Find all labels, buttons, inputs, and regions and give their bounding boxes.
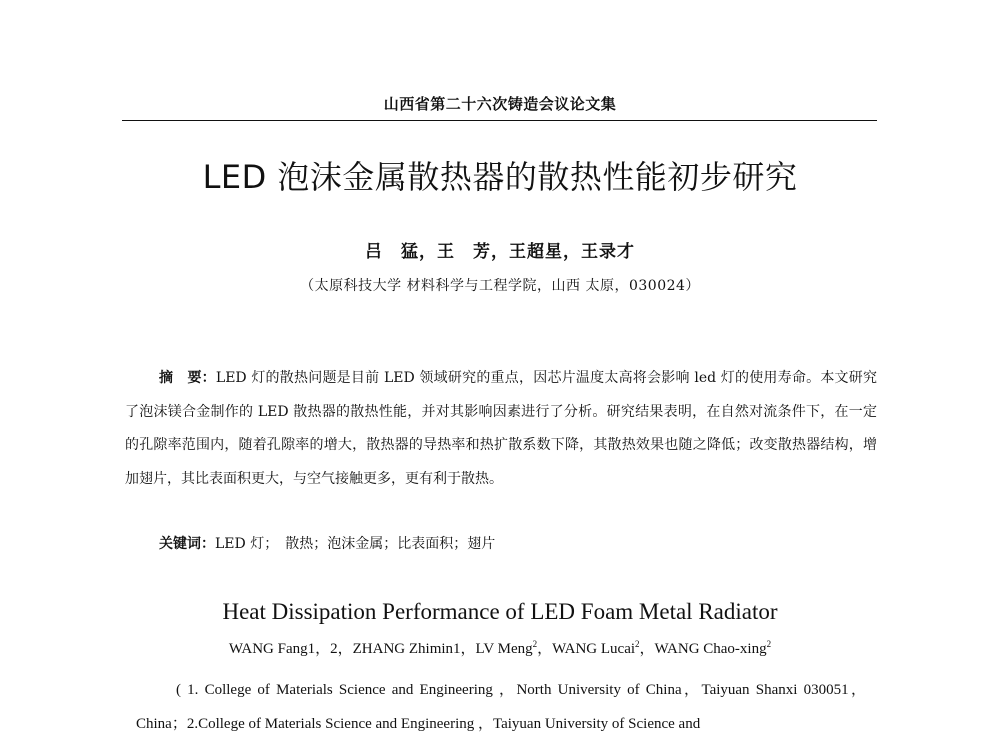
author-en-group-2: ，WANG Lucai [537,641,636,657]
author-en-sup-3: 2 [766,639,772,649]
author-en-group-3: ，WANG Chao-xing [639,641,767,657]
affiliation-en: ( 1. College of Materials Science and Engineering ，North University of China，Taiyuan Shanxi 030051，China；2.College of Materials Science and Engineering ，Taiyuan University of Science and [136,682,866,732]
keywords-cn [159,530,877,558]
abstract-cn [125,362,877,496]
paper-title-cn: LED 泡沫金属散热器的散热性能初步研究 [202,158,798,196]
author-en-sup-2: 2 [635,639,640,649]
authors-cn: 吕 猛，王 芳，王超星，王录才 [365,242,635,262]
affiliation-cn: （太原科技大学 材料科学与工程学院，山西 太原，030024） [300,278,700,294]
abstract-label: 摘 要： [159,370,216,386]
paper-title-en: Heat Dissipation Performance of LED Foam Metal Radiator [222,599,778,624]
header-divider [122,120,877,121]
running-header: 山西省第二十六次铸造会议论文集 [383,95,617,113]
author-en-sup-1: 2 [532,639,538,649]
abstract-text: LED 灯的散热问题是目前 LED 领域研究的重点，因芯片温度太高将会影响 led 灯的使用寿命。本文研究了泡沫镁合金制作的 LED 散热器的散热性能，并对其影响因素进行了分析。研究结果表明，在自然对流条件下，在一定的孔隙率范围内，随着孔隙率的增大，散热器的导热率和热扩散系数下降，其散热效果也随之降低；改变散热器结构，增加翅片，其比表面积更大，与空气接触更多，更有利于散热。 [125,370,877,487]
authors-en [0,637,1000,658]
keywords-label: 关键词： [159,536,215,552]
author-en-group-1: WANG Fang1，2，ZHANG Zhimin1，LV Meng [228,641,533,657]
keywords-text: LED 灯； 散热；泡沫金属；比表面积；翅片 [215,536,496,552]
